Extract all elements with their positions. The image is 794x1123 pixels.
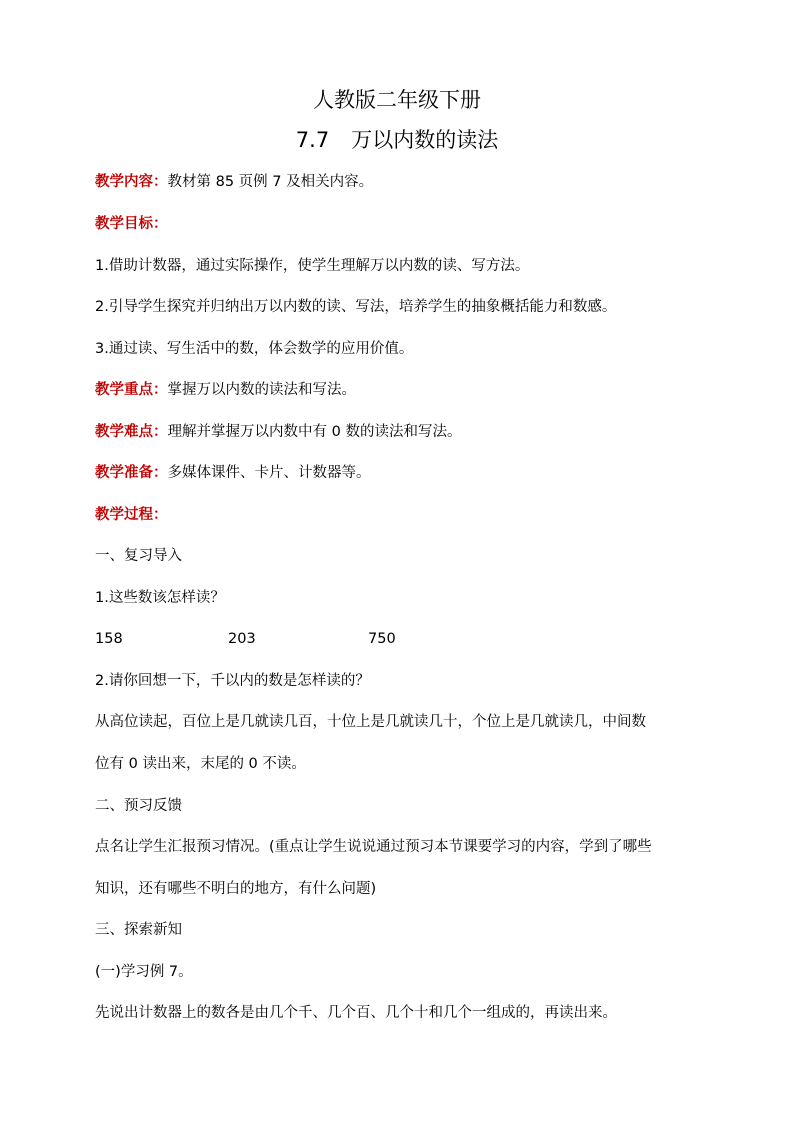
number-item: 750 [368,631,396,647]
key-point-label: 教学重点： [95,382,168,398]
objective-item-1: 1.借助计数器，通过实际操作，使学生理解万以内数的读、写方法。 [95,258,530,274]
teaching-objectives-label: 教学目标： [95,216,168,232]
objective-item-2: 2.引导学生探究并归纳出万以内数的读、写法，培养学生的抽象概括能力和数感。 [95,299,617,315]
teaching-content [95,172,373,192]
difficulty-text: 理解并掌握万以内数中有 0 数的读法和写法。 [167,424,462,440]
answer-line-2: 位有 0 读出来，末尾的 0 不读。 [95,756,306,772]
part1-heading: 一、复习导入 [95,548,182,564]
key-point [95,380,356,400]
lesson-number: 7.7 [295,128,330,152]
document-title: 人教版二年级下册 [313,88,481,112]
number-item: 203 [228,631,256,647]
teaching-process [95,505,168,525]
question-1: 1.这些数该怎样读？ [95,590,225,606]
question-2: 2.请你回想一下，千以内的数是怎样读的？ [95,673,370,689]
part2-heading: 二、预习反馈 [95,798,182,814]
part3-heading: 三、探索新知 [95,922,182,938]
preparation-label: 教学准备： [95,465,168,481]
teaching-objectives [95,214,168,234]
key-point-text: 掌握万以内数的读法和写法。 [167,382,356,398]
lesson-subtitle [0,126,794,154]
objective-item-3: 3.通过读、写生活中的数，体会数学的应用价值。 [95,341,414,357]
teaching-process-label: 教学过程： [95,507,168,523]
feedback-line-2: 知识，还有哪些不明白的地方，有什么问题) [95,881,377,897]
preparation [95,463,371,483]
teaching-content-label: 教学内容： [95,174,168,190]
teaching-content-text: 教材第 85 页例 7 及相关内容。 [167,174,374,190]
sub1-text: 先说出计数器上的数各是由几个千、几个百、几个十和几个一组成的，再读出来。 [95,1005,617,1021]
sub1-heading: (一)学习例 7。 [95,964,193,980]
difficulty-label: 教学难点： [95,424,168,440]
feedback-line-1: 点名让学生汇报预习情况。(重点让学生说说通过预习本节课要学习的内容，学到了哪些 [95,839,652,855]
preparation-text: 多媒体课件、卡片、计数器等。 [167,465,371,481]
lesson-name: 万以内数的读法 [351,128,499,152]
number-list [95,629,495,649]
number-item: 158 [95,631,123,647]
answer-line-1: 从高位读起，百位上是几就读几百，十位上是几就读几十，个位上是几就读几，中间数 [95,714,646,730]
difficulty [95,422,461,442]
